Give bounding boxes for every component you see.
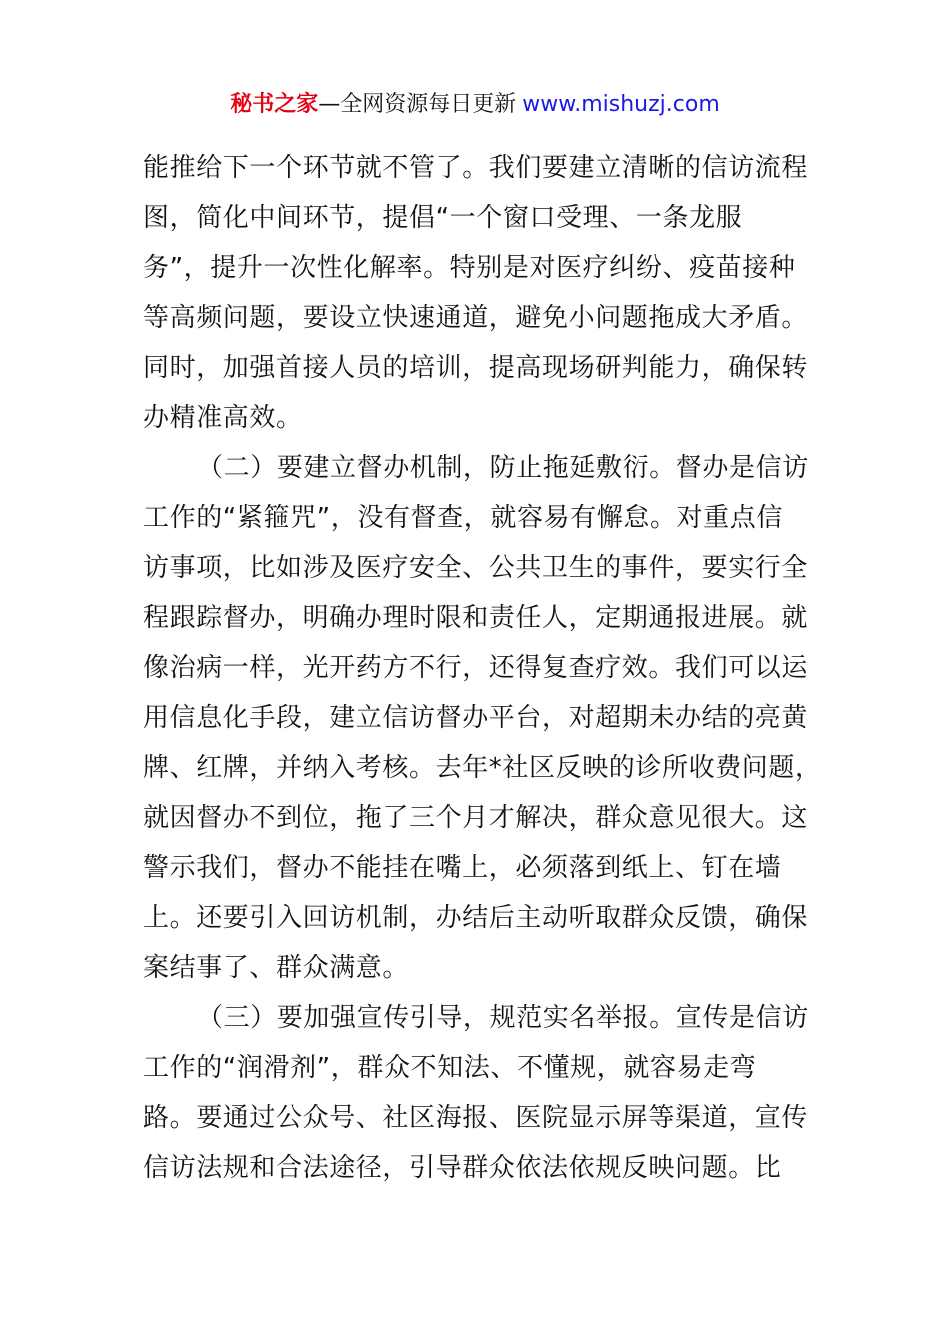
text-line: 办精准高效。 (143, 403, 303, 433)
text-line: 程跟踪督办，明确办理时限和责任人，定期通报进展。就 (143, 603, 809, 633)
section-heading-line: （二）要建立督办机制，防止拖延敷衍。督办是信访 (197, 453, 809, 483)
text-line: 务”，提升一次性化解率。特别是对医疗纠纷、疫苗接种 (143, 253, 796, 283)
text-line: 等高频问题，要设立快速通道，避免小问题拖成大矛盾。 (143, 303, 809, 333)
text-line: 案结事了、群众满意。 (143, 953, 410, 983)
text-line: 用信息化手段，建立信访督办平台，对超期未办结的亮黄 (143, 703, 809, 733)
text-line: 同时，加强首接人员的培训，提高现场研判能力，确保转 (143, 353, 809, 383)
text-line: 访事项，比如涉及医疗安全、公共卫生的事件，要实行全 (143, 553, 809, 583)
text-line: 工作的“润滑剂”，群众不知法、不懂规，就容易走弯 (143, 1053, 757, 1083)
section-heading-line: （三）要加强宣传引导，规范实名举报。宣传是信访 (197, 1003, 809, 1033)
document-body (143, 143, 822, 1193)
text-line: 牌、红牌，并纳入考核。去年*社区反映的诊所收费问题， (143, 753, 822, 783)
text-line: 上。还要引入回访机制，办结后主动听取群众反馈，确保 (143, 903, 809, 933)
text-line: 路。要通过公众号、社区海报、医院显示屏等渠道，宣传 (143, 1103, 809, 1133)
text-line: 像治病一样，光开药方不行，还得复查疗效。我们可以运 (143, 653, 809, 683)
text-line: 信访法规和合法途径，引导群众依法依规反映问题。比 (143, 1153, 782, 1183)
text-line: 就因督办不到位，拖了三个月才解决，群众意见很大。这 (143, 803, 809, 833)
text-line: 警示我们，督办不能挂在嘴上，必须落到纸上、钉在墙 (143, 853, 782, 883)
text-line: 工作的“紧箍咒”，没有督查，就容易有懈怠。对重点信 (143, 503, 783, 533)
page-header (0, 88, 950, 122)
brand-name: 秘书之家 (230, 92, 319, 117)
header-slogan: —全网资源每日更新 (318, 92, 517, 117)
text-line: 图，简化中间环节，提倡“一个窗口受理、一条龙服 (143, 203, 743, 233)
text-line: 能推给下一个环节就不管了。我们要建立清晰的信访流程 (143, 153, 809, 183)
site-url-link[interactable]: www.mishuzj.com (522, 92, 720, 117)
